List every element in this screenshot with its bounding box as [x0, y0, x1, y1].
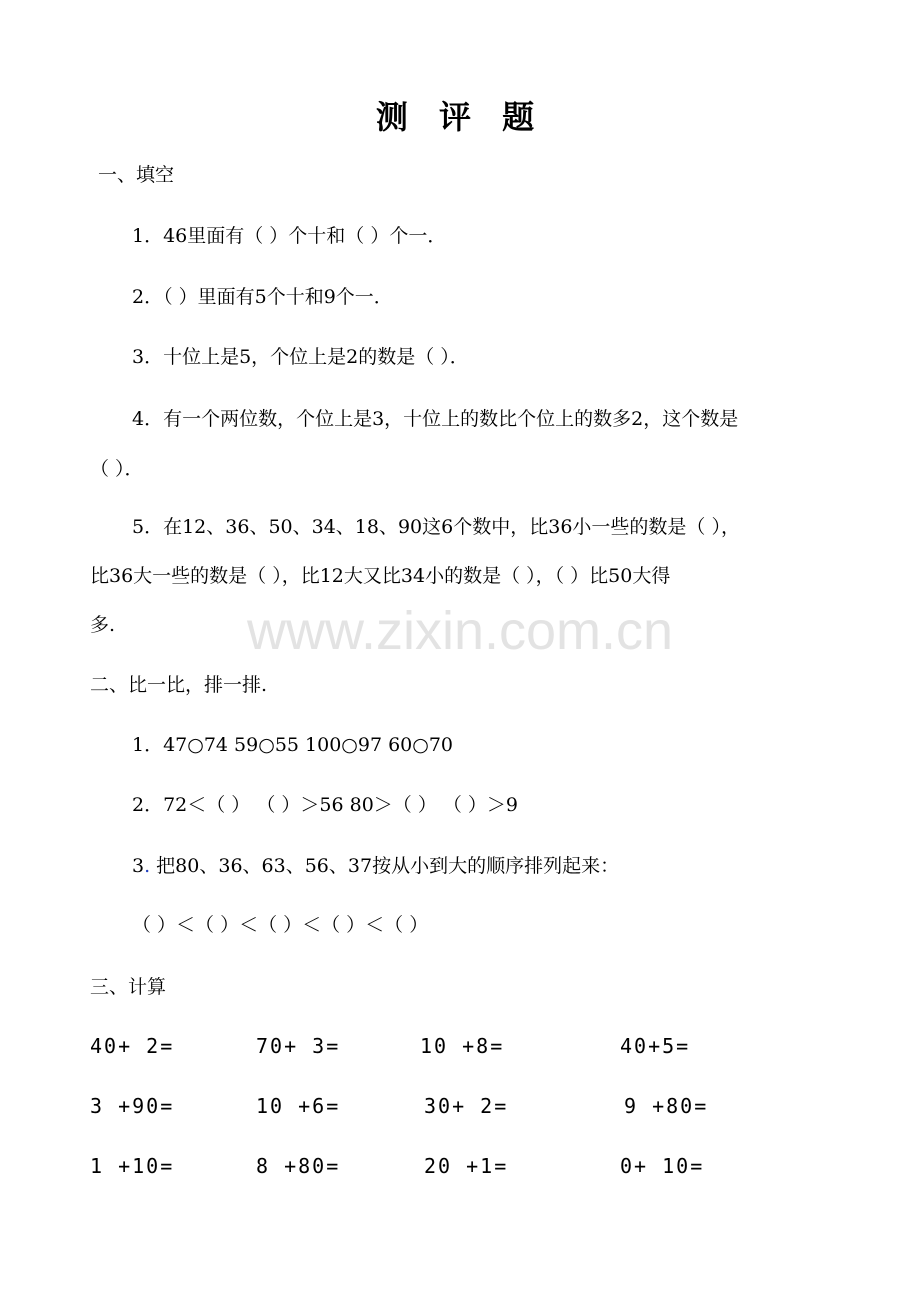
page-title: 测 评 题 [375, 98, 545, 136]
calc-r2-c2: 10 +6= [256, 1094, 341, 1118]
question-2-1: 1．47○74 59○55 100○97 60○70 [132, 734, 454, 756]
question-1-3: 3．十位上是5，个位上是2的数是（ ）． [132, 346, 469, 368]
calc-r3-c1: 1 +10= [90, 1154, 175, 1178]
calc-r1-c2: 70+ 3= [256, 1034, 341, 1058]
question-1-1: 1．46里面有（ ）个十和（ ）个一． [132, 225, 447, 247]
question-1-5-line3: 多. [90, 614, 116, 636]
calc-r2-c4: 9 +80= [624, 1094, 709, 1118]
question-2-3-dot: . [144, 855, 151, 877]
question-2-3-text: 把80、36、63、56、37按从小到大的顺序排列起来： [150, 855, 620, 877]
watermark: www.zixin.com.cn [246, 601, 674, 661]
question-1-5-line1: 5．在12、36、50、34、18、90这6个数中，比36小一些的数是（ ）， [132, 516, 740, 538]
question-1-5-line2: 比36大一些的数是（ ），比12大又比34小的数是（ ），（ ）比50大得 [90, 565, 671, 587]
calc-r3-c4: 0+ 10= [620, 1154, 705, 1178]
calc-r3-c2: 8 +80= [256, 1154, 341, 1178]
calc-r3-c3: 20 +1= [424, 1154, 509, 1178]
calc-r2-c3: 30+ 2= [424, 1094, 509, 1118]
section-2-heading: 二、比一比，排一排. [90, 674, 268, 696]
question-2-2: 2．72＜（ ） （ ）＞56 80＞（ ） （ ）＞9 [132, 794, 518, 816]
section-1-heading: 一、填空 [98, 164, 175, 186]
question-2-3 [132, 851, 619, 878]
section-3-heading: 三、计算 [90, 976, 167, 998]
calc-r1-c1: 40+ 2= [90, 1034, 175, 1058]
calc-r1-c3: 10 +8= [420, 1034, 505, 1058]
question-1-4-line1: 4．有一个两位数，个位上是3，十位上的数比个位上的数多2，这个数是 [132, 408, 739, 430]
calc-r2-c1: 3 +90= [90, 1094, 175, 1118]
question-1-2: 2．（ ）里面有5个十和9个一． [132, 286, 393, 308]
question-1-4-line2: （ ）． [90, 458, 144, 480]
question-2-3-number: 3 [132, 855, 145, 877]
calc-r1-c4: 40+5= [620, 1034, 691, 1058]
question-2-3-answer-blanks: （ ）＜（ ）＜（ ）＜（ ）＜（ ） [132, 914, 429, 936]
